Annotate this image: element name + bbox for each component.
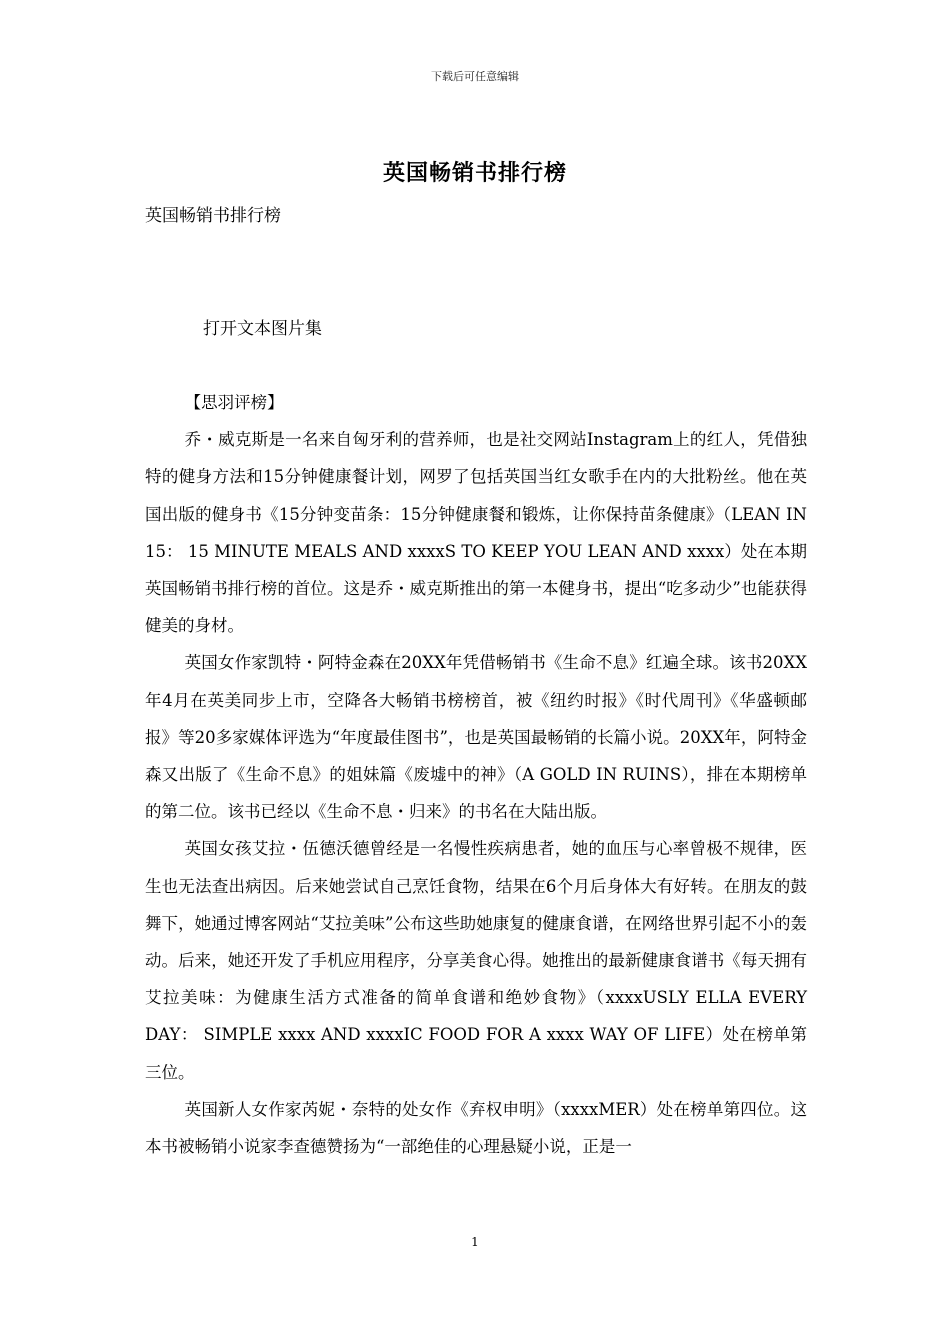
document-subtitle: 英国畅销书排行榜 bbox=[145, 206, 281, 226]
document-body bbox=[145, 384, 807, 1165]
body-paragraph: 乔・威克斯是一名来自匈牙利的营养师，也是社交网站Instagram上的红人，凭借独特的健身方法和15分钟健康餐计划，网罗了包括英国当红女歌手在内的大批粉丝。他在英国出版的健身书《15分钟变苗条：15分钟健康餐和锻炼，让你保持苗条健康》（LEAN IN 15： 15 MINUTE MEALS AND xxxxS TO KEEP YOU LEAN AND xxxx）处在本期英国畅销书排行榜的首位。这是乔・威克斯推出的第一本健身书，提出“吃多动少”也能获得健美的身材。 bbox=[145, 430, 807, 636]
gallery-link[interactable]: 打开文本图片集 bbox=[203, 319, 322, 339]
body-paragraph: 英国新人女作家芮妮・奈特的处女作《弃权申明》（xxxxMER）处在榜单第四位。这本书被畅销小说家李查德赞扬为“一部绝佳的心理悬疑小说，正是一 bbox=[145, 1099, 807, 1157]
page-header: 下载后可任意编辑 bbox=[431, 70, 519, 83]
page-number: 1 bbox=[471, 1235, 479, 1249]
body-paragraph: 英国女孩艾拉・伍德沃德曾经是一名慢性疾病患者，她的血压与心率曾极不规律，医生也无法查出病因。后来她尝试自己烹饪食物，结果在6个月后身体大有好转。在朋友的鼓舞下，她通过博客网站“艾拉美味”公布这些助她康复的健康食谱，在网络世界引起不小的轰动。后来，她还开发了手机应用程序，分享美食心得。她推出的最新健康食谱书《每天拥有艾拉美味：为健康生活方式准备的简单食谱和绝妙食物》（xxxxUSLY ELLA EVERY DAY： SIMPLE xxxx AND xxxxIC FOOD FOR A xxxx WAY OF LIFE）处在榜单第三位。 bbox=[145, 839, 807, 1082]
document-title: 英国畅销书排行榜 bbox=[382, 160, 567, 186]
body-paragraph: 英国女作家凯特・阿特金森在20XX年凭借畅销书《生命不息》红遍全球。该书20XX年4月在英美同步上市，空降各大畅销书榜榜首，被《纽约时报》《时代周刊》《华盛顿邮报》等20多家媒体评选为“年度最佳图书”，也是英国最畅销的长篇小说。20XX年，阿特金森又出版了《生命不息》的姐妹篇《废墟中的神》（A GOLD IN RUINS），排在本期榜单的第二位。该书已经以《生命不息・归来》的书名在大陆出版。 bbox=[145, 653, 807, 822]
section-heading: 【思羽评榜】 bbox=[184, 393, 284, 412]
